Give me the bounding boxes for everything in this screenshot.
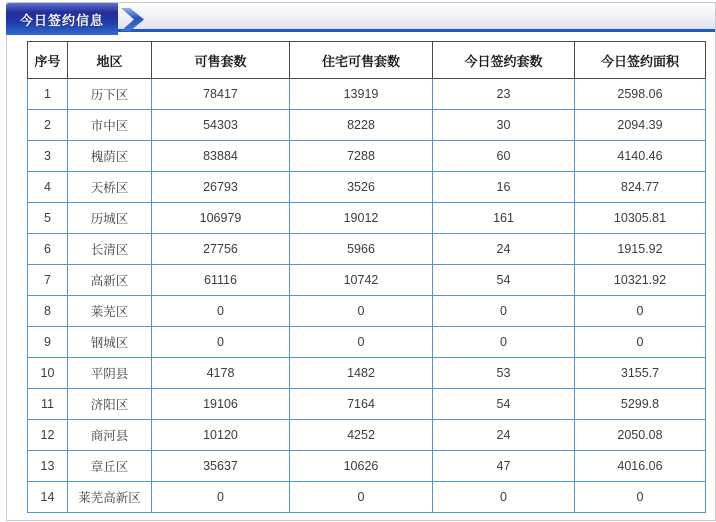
table-cell: 4252: [290, 420, 433, 451]
table-row: [28, 79, 706, 110]
tab-today-signing-info[interactable]: [6, 3, 118, 35]
table-cell: 10742: [290, 265, 433, 296]
page-container: [6, 2, 716, 521]
table-cell: 1915.92: [575, 234, 706, 265]
table-row: [28, 234, 706, 265]
table-cell: 8: [28, 296, 68, 327]
table-cell: 2094.39: [575, 110, 706, 141]
table-cell: 11: [28, 389, 68, 420]
col-header-today-signed-units: 今日签约套数: [433, 42, 575, 79]
table-cell: 824.77: [575, 172, 706, 203]
table-cell: 5966: [290, 234, 433, 265]
table-cell: 1482: [290, 358, 433, 389]
table-cell: 0: [433, 327, 575, 358]
table-cell: 9: [28, 327, 68, 358]
table-cell: 0: [152, 327, 290, 358]
table-cell: 7164: [290, 389, 433, 420]
table-row: [28, 296, 706, 327]
table-cell: 0: [152, 296, 290, 327]
table-cell: 5299.8: [575, 389, 706, 420]
table-row: [28, 172, 706, 203]
table-cell: 5: [28, 203, 68, 234]
table-row: [28, 327, 706, 358]
table-cell: 0: [290, 482, 433, 513]
table-cell: 0: [433, 296, 575, 327]
table-cell: 10626: [290, 451, 433, 482]
table-cell: 3: [28, 141, 68, 172]
table-cell: 10120: [152, 420, 290, 451]
col-header-today-signed-area: 今日签约面积: [575, 42, 706, 79]
table-row: [28, 451, 706, 482]
col-header-district: 地区: [68, 42, 152, 79]
table-row: [28, 482, 706, 513]
chevron-right-icon: [120, 8, 146, 31]
col-header-available-units: 可售套数: [152, 42, 290, 79]
table-cell: 30: [433, 110, 575, 141]
table-cell: 莱芜区: [68, 296, 152, 327]
table-cell: 0: [575, 482, 706, 513]
table-cell: 0: [433, 482, 575, 513]
table-cell: 4140.46: [575, 141, 706, 172]
table-cell: 23: [433, 79, 575, 110]
col-header-residential-available-units: 住宅可售套数: [290, 42, 433, 79]
table-cell: 54303: [152, 110, 290, 141]
tab-label: 今日签约信息: [19, 12, 104, 28]
col-header-index: 序号: [28, 42, 68, 79]
table-cell: 78417: [152, 79, 290, 110]
table-cell: 8228: [290, 110, 433, 141]
table-cell: 26793: [152, 172, 290, 203]
table-cell: 2598.06: [575, 79, 706, 110]
table-cell: 6: [28, 234, 68, 265]
table-row: [28, 203, 706, 234]
table-row: [28, 110, 706, 141]
table-cell: 2: [28, 110, 68, 141]
table-cell: 历城区: [68, 203, 152, 234]
table-cell: 平阴县: [68, 358, 152, 389]
table-cell: 106979: [152, 203, 290, 234]
table-cell: 4016.06: [575, 451, 706, 482]
table-cell: 7: [28, 265, 68, 296]
table-cell: 济阳区: [68, 389, 152, 420]
table-cell: 35637: [152, 451, 290, 482]
table-cell: 3155.7: [575, 358, 706, 389]
table-cell: 高新区: [68, 265, 152, 296]
table-row: [28, 420, 706, 451]
table-cell: 54: [433, 265, 575, 296]
table-cell: 0: [290, 327, 433, 358]
table-cell: 61116: [152, 265, 290, 296]
table-cell: 4: [28, 172, 68, 203]
table-cell: 53: [433, 358, 575, 389]
table-row: [28, 389, 706, 420]
table-cell: 0: [290, 296, 433, 327]
table-cell: 莱芜高新区: [68, 482, 152, 513]
table-cell: 24: [433, 234, 575, 265]
table-cell: 7288: [290, 141, 433, 172]
table-body: [28, 79, 706, 513]
table-cell: 161: [433, 203, 575, 234]
table-cell: 历下区: [68, 79, 152, 110]
table-cell: 1: [28, 79, 68, 110]
table-cell: 19106: [152, 389, 290, 420]
table-cell: 长清区: [68, 234, 152, 265]
table-cell: 2050.08: [575, 420, 706, 451]
table-cell: 13919: [290, 79, 433, 110]
table-cell: 市中区: [68, 110, 152, 141]
table-header-row: [28, 42, 706, 79]
table-cell: 54: [433, 389, 575, 420]
table-cell: 10305.81: [575, 203, 706, 234]
table-cell: 47: [433, 451, 575, 482]
table-cell: 钢城区: [68, 327, 152, 358]
table-cell: 3526: [290, 172, 433, 203]
table-cell: 商河县: [68, 420, 152, 451]
table-cell: 27756: [152, 234, 290, 265]
table-cell: 0: [575, 296, 706, 327]
section-header-bar: [7, 3, 715, 32]
table-cell: 19012: [290, 203, 433, 234]
table-cell: 槐荫区: [68, 141, 152, 172]
table-cell: 13: [28, 451, 68, 482]
table-cell: 83884: [152, 141, 290, 172]
table-row: [28, 358, 706, 389]
table-cell: 天桥区: [68, 172, 152, 203]
signing-info-table: [27, 41, 706, 513]
table-cell: 16: [433, 172, 575, 203]
table-cell: 0: [575, 327, 706, 358]
table-cell: 章丘区: [68, 451, 152, 482]
table-cell: 10321.92: [575, 265, 706, 296]
table-cell: 0: [152, 482, 290, 513]
table-cell: 60: [433, 141, 575, 172]
table-cell: 12: [28, 420, 68, 451]
table-cell: 14: [28, 482, 68, 513]
table-cell: 4178: [152, 358, 290, 389]
table-cell: 10: [28, 358, 68, 389]
table-cell: 24: [433, 420, 575, 451]
table-row: [28, 141, 706, 172]
table-row: [28, 265, 706, 296]
